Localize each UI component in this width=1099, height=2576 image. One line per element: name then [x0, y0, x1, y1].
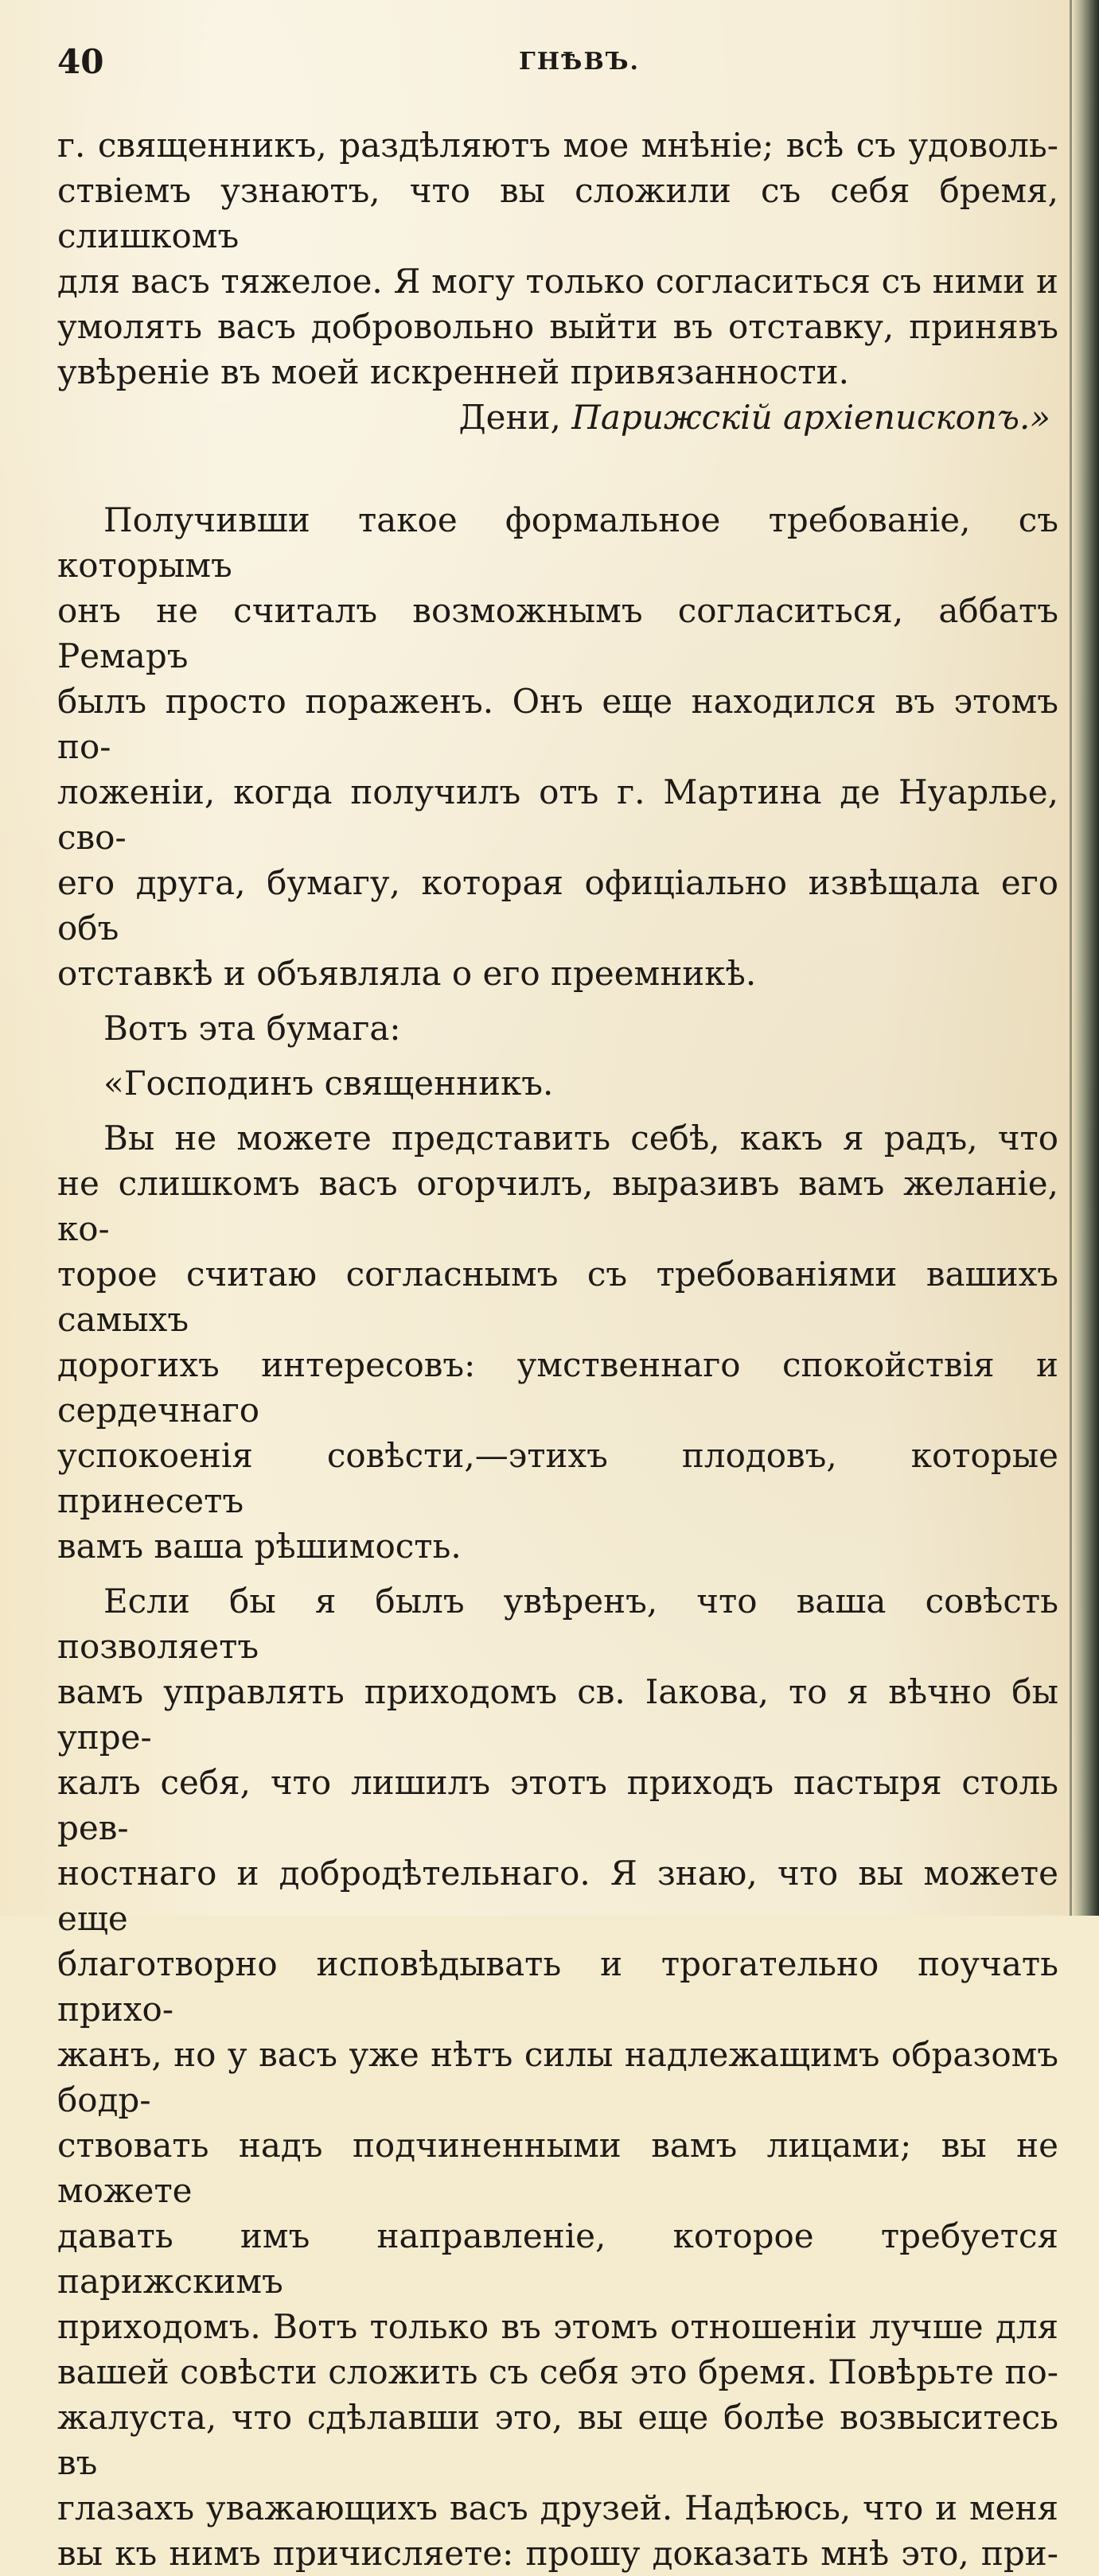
paragraph-6-line-1: Если бы я былъ увѣренъ, что ваша совѣсть позволяетъ — [57, 1582, 1058, 1666]
paragraph-6-line-6: жанъ, но у васъ уже нѣтъ силы надлежащимъ образомъ бодр- — [57, 2035, 1058, 2119]
signature-name: Дени, — [458, 398, 572, 437]
paragraph-5-line-3: торое считаю согласнымъ съ требованіями вашихъ самыхъ — [57, 1255, 1058, 1339]
paragraph-6 — [57, 1578, 1058, 2576]
spacer-small-4 — [57, 1569, 1058, 1578]
spacer-large — [57, 440, 1058, 497]
signature-title: Парижскій архіепископъ.» — [571, 398, 1050, 437]
paragraph-2-line-1: Получивши такое формальное требованіе, съ которымъ — [57, 500, 1058, 585]
paragraph-6-line-5: благотворно исповѣдывать и трогательно поучать прихо- — [57, 1944, 1058, 2029]
paragraph-6-line-4: ностнаго и добродѣтельнаго. Я знаю, что вы можете еще — [57, 1854, 1058, 1938]
page-header — [57, 43, 1048, 83]
paragraph-6-line-10: вашей совѣсти сложить съ себя это бремя. Повѣрьте по- — [57, 2352, 1058, 2391]
paragraph-6-line-13: вы къ нимъ причисляете: прошу доказать мнѣ это, при- — [57, 2534, 1058, 2573]
paragraph-1-line-4: умолять васъ добровольно выйти въ отставку, принявъ — [57, 307, 1058, 346]
paragraph-1 — [57, 123, 1058, 395]
paragraph-6-line-2: вамъ управлять приходомъ св. Іакова, то я вѣчно бы упре- — [57, 1672, 1058, 1757]
paragraph-1-line-3: для васъ тяжелое. Я могу только согласиться съ ними и — [57, 262, 1058, 301]
paragraph-5-line-4: дорогихъ интересовъ: умственнаго спокойствія и сердечнаго — [57, 1345, 1058, 1430]
paragraph-6-line-8: давать имъ направленіе, которое требуется парижскимъ — [57, 2216, 1058, 2301]
running-title: ГНѢВЪ. — [519, 48, 640, 76]
paragraph-6-line-7: ствовать надъ подчиненными вамъ лицами; вы не можете — [57, 2126, 1058, 2210]
paragraph-6-line-9: приходомъ. Вотъ только въ этомъ отношеніи лучше для — [57, 2307, 1058, 2346]
paragraph-2 — [57, 497, 1058, 996]
paragraph-2-line-2: онъ не считалъ возможнымъ согласиться, аббатъ Ремаръ — [57, 591, 1058, 675]
page-edge-shadow — [1072, 0, 1099, 1916]
paragraph-1-line-2: ствіемъ узнаютъ, что вы сложили съ себя бремя, слишкомъ — [57, 171, 1058, 255]
paragraph-5 — [57, 1115, 1058, 1569]
signature — [57, 395, 1058, 440]
paragraph-6-line-3: калъ себя, что лишилъ этотъ приходъ пастыря столь рев- — [57, 1763, 1058, 1847]
paragraph-5-line-6: вамъ ваша рѣшимость. — [57, 1527, 462, 1566]
spacer-small-3 — [57, 1106, 1058, 1115]
paragraph-4: «Господинъ священникъ. — [103, 1064, 554, 1103]
paragraph-6-line-12: глазахъ уважающихъ васъ друзей. Надѣюсь, что и меня — [57, 2488, 1058, 2527]
paragraph-1-line-5: увѣреніе въ моей искренней привязанности. — [57, 352, 849, 391]
spacer-small — [57, 996, 1058, 1006]
page-number: 40 — [57, 42, 104, 81]
paragraph-2-line-3: былъ просто пораженъ. Онъ еще находился въ этомъ по- — [57, 682, 1058, 766]
spacer-small-2 — [57, 1051, 1058, 1060]
paragraph-2-line-6: отставкѣ и объявляла о его преемникѣ. — [57, 954, 757, 993]
paragraph-6-line-11: жалуста, что сдѣлавши это, вы еще болѣе возвыситесь въ — [57, 2398, 1058, 2482]
paragraph-2-line-4: ложеніи, когда получилъ отъ г. Мартина де Нуарлье, сво- — [57, 772, 1058, 857]
paragraph-1-line-1: г. священникъ, раздѣляютъ мое мнѣніе; всѣ съ удоволь- — [57, 126, 1058, 165]
paragraph-5-line-5: успокоенія совѣсти,—этихъ плодовъ, которые принесетъ — [57, 1436, 1058, 1520]
paragraph-2-line-5: его друга, бумагу, которая офиціально извѣщала его объ — [57, 863, 1058, 948]
paragraph-5-line-1: Вы не можете представить себѣ, какъ я радъ, что — [103, 1119, 1058, 1158]
paragraph-5-line-2: не слишкомъ васъ огорчилъ, выразивъ вамъ желаніе, ко- — [57, 1164, 1058, 1248]
paragraph-3: Вотъ эта бумага: — [103, 1009, 401, 1048]
page-content — [57, 123, 1058, 2576]
